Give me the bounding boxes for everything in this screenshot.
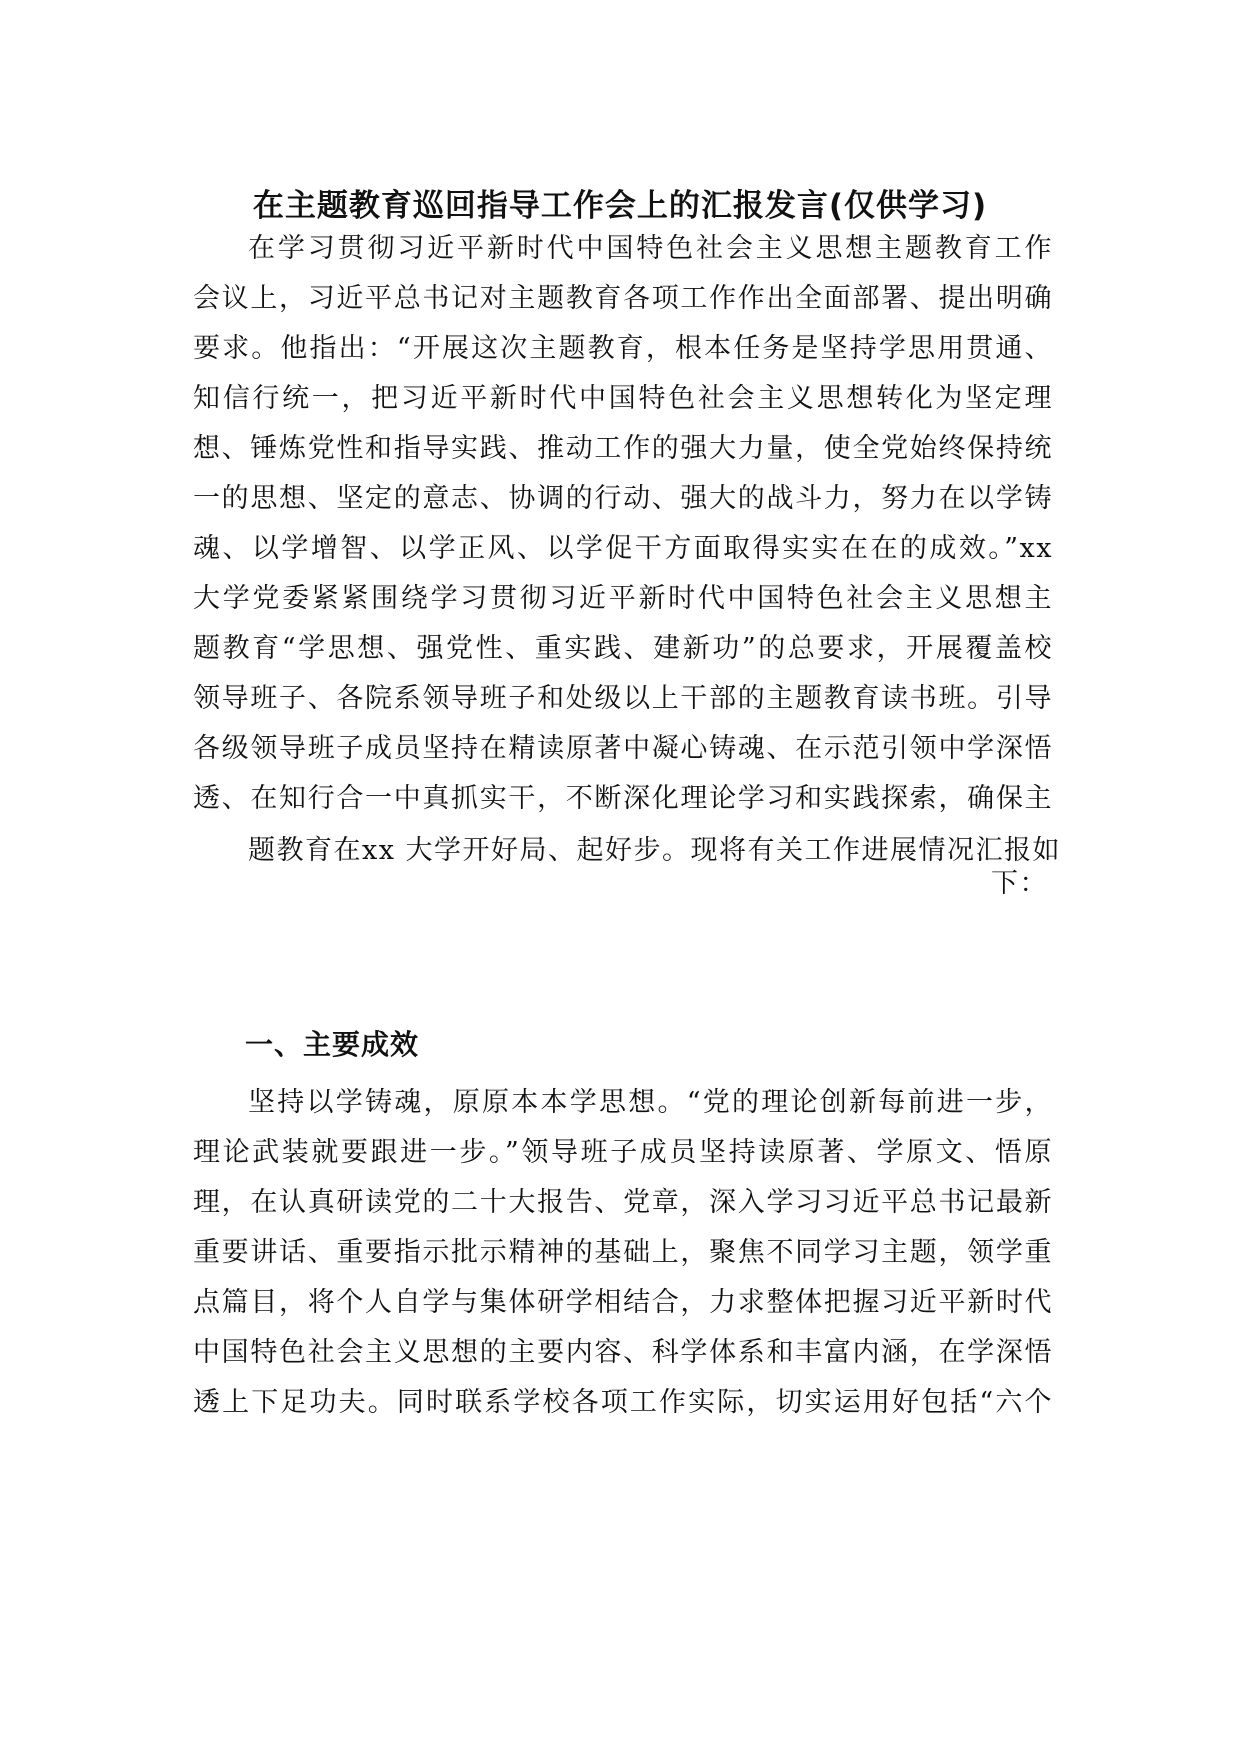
- paragraph-line: 魂、以学增智、以学正风、以学促干方面取得实实在在的成效。”xx: [193, 533, 1053, 564]
- paragraph-line: 知信行统一，把习近平新时代中国特色社会主义思想转化为坚定理: [193, 383, 1053, 414]
- paragraph-line: 想、锤炼党性和指导实践、推动工作的强大力量，使全党始终保持统: [193, 433, 1053, 464]
- paragraph-line: 点篇目，将个人自学与集体研学相结合，力求整体把握习近平新时代: [193, 1287, 1053, 1318]
- paragraph-line: 重要讲话、重要指示批示精神的基础上，聚焦不同学习主题，领学重: [193, 1237, 1053, 1268]
- paragraph-line: 一的思想、坚定的意志、协调的行动、强大的战斗力，努力在以学铸: [193, 483, 1053, 514]
- paragraph-line: 要求。他指出：“开展这次主题教育，根本任务是坚持学思用贯通、: [193, 333, 1053, 364]
- paragraph-line: 大学党委紧紧围绕学习贯彻习近平新时代中国特色社会主义思想主: [193, 583, 1053, 614]
- paragraph-line: 理论武装就要跟进一步。”领导班子成员坚持读原著、学原文、悟原: [193, 1137, 1053, 1168]
- paragraph-line: 中国特色社会主义思想的主要内容、科学体系和丰富内涵，在学深悟: [193, 1337, 1053, 1368]
- paragraph-line: 题教育在xx 大学开好局、起好步。现将有关工作进展情况汇报如: [248, 835, 1062, 866]
- paragraph-line: 理，在认真研读党的二十大报告、党章，深入学习习近平总书记最新: [193, 1187, 1053, 1218]
- paragraph-line: 坚持以学铸魂，原原本本学思想。“党的理论创新每前进一步，: [248, 1087, 1053, 1118]
- document-title: 在主题教育巡回指导工作会上的汇报发言(仅供学习): [252, 188, 988, 224]
- paragraph-line: 领导班子、各院系领导班子和处级以上干部的主题教育读书班。引导: [193, 683, 1053, 714]
- paragraph-line: 会议上，习近平总书记对主题教育各项工作作出全面部署、提出明确: [193, 283, 1053, 314]
- paragraph-line: 在学习贯彻习近平新时代中国特色社会主义思想主题教育工作: [248, 233, 1053, 264]
- paragraph-line: 透上下足功夫。同时联系学校各项工作实际，切实运用好包括“六个: [193, 1387, 1053, 1418]
- paragraph-line: 题教育“学思想、强党性、重实践、建新功”的总要求，开展覆盖校: [193, 633, 1053, 664]
- paragraph-line: 各级领导班子成员坚持在精读原著中凝心铸魂、在示范引领中学深悟: [193, 733, 1053, 764]
- section-heading: 一、主要成效: [245, 1028, 420, 1061]
- paragraph-line: 透、在知行合一中真抓实干，不断深化理论学习和实践探索，确保主: [193, 783, 1053, 814]
- paragraph-line: 下：: [991, 868, 1048, 899]
